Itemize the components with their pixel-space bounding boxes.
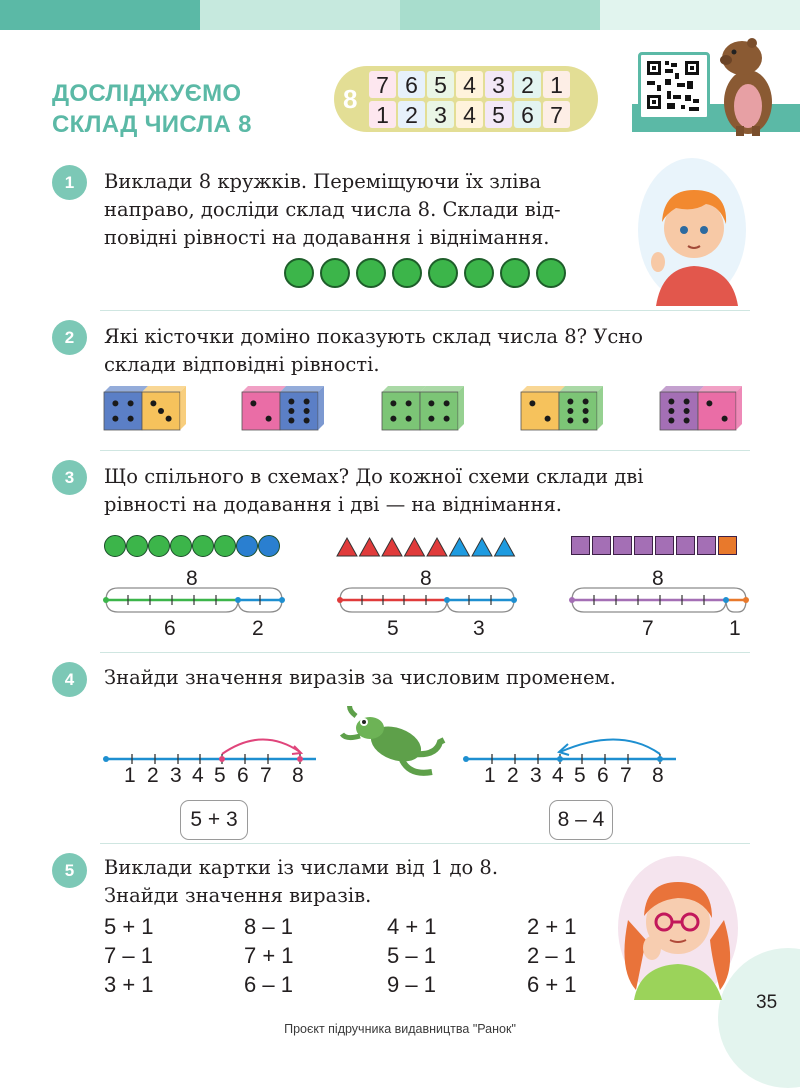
task-5-line: Виклади картки із числами від 1 до 8. — [104, 856, 499, 879]
expression: 5 + 1 — [104, 914, 154, 939]
scheme-square — [676, 536, 695, 555]
tick-label: 4 — [552, 764, 564, 787]
task-number-3: 3 — [52, 460, 87, 495]
scheme-square — [592, 536, 611, 555]
scheme-1-left: 6 — [164, 617, 176, 640]
top-strip-4 — [600, 0, 800, 30]
separator — [100, 310, 750, 311]
task-number-2: 2 — [52, 320, 87, 355]
scheme-triangle — [495, 538, 515, 556]
footer-text: Проєкт підручника видавництва "Ранок" — [284, 1022, 516, 1036]
pill-digit: 6 — [398, 71, 425, 98]
scheme-square — [634, 536, 653, 555]
scheme-2-left: 5 — [387, 617, 399, 640]
task-1-text — [104, 168, 561, 252]
pill-digit: 5 — [485, 101, 512, 128]
scheme-circles-row — [104, 535, 280, 557]
scheme-2-right: 3 — [473, 617, 485, 640]
green-circle — [536, 258, 566, 288]
scheme-triangle — [427, 538, 447, 556]
scheme-3-total: 8 — [652, 567, 664, 590]
task-5-text — [104, 854, 498, 910]
green-circle — [428, 258, 458, 288]
tick-label: 1 — [484, 764, 496, 787]
expression: 7 + 1 — [244, 943, 294, 968]
green-circles-row — [284, 258, 566, 288]
tick-label: 8 — [652, 764, 664, 787]
scheme-square — [697, 536, 716, 555]
scheme-1-right: 2 — [252, 617, 264, 640]
capybara-icon — [712, 36, 782, 136]
pill-top-row — [369, 71, 570, 98]
tick-label: 2 — [147, 764, 159, 787]
pill-digit: 1 — [369, 101, 396, 128]
task-1-line: Виклади 8 кружків. Переміщуючи їх зліва — [104, 170, 542, 193]
pill-digit: 4 — [456, 101, 483, 128]
expression-column-2 — [244, 912, 294, 999]
pill-digit: 2 — [514, 71, 541, 98]
expression-column-4 — [527, 912, 577, 999]
separator — [100, 450, 750, 451]
scheme-circle — [214, 535, 236, 557]
task-4-text: Знайди значення виразів за числовим променем. — [104, 666, 616, 689]
top-strip-3 — [400, 0, 600, 30]
scheme-circle — [258, 535, 280, 557]
scheme-triangle — [472, 538, 492, 556]
expression: 4 + 1 — [387, 914, 437, 939]
scheme-1-total: 8 — [186, 567, 198, 590]
green-circle — [356, 258, 386, 288]
page-title — [52, 78, 252, 140]
task-3-line: рівності на додавання і дві — на віднімання. — [104, 493, 562, 516]
frog-icon — [340, 706, 450, 780]
expression-box-left: 5 + 3 — [180, 800, 248, 840]
expression: 3 + 1 — [104, 972, 154, 997]
scheme-circle — [104, 535, 126, 557]
tick-label: 6 — [237, 764, 249, 787]
scheme-triangle — [382, 538, 402, 556]
task-2-line: склади відповідні рівності. — [104, 353, 380, 376]
pill-digit: 2 — [398, 101, 425, 128]
green-circle — [464, 258, 494, 288]
task-number-5: 5 — [52, 853, 87, 888]
scheme-square — [613, 536, 632, 555]
domino — [104, 386, 186, 430]
scheme-square — [718, 536, 737, 555]
tick-label: 6 — [597, 764, 609, 787]
expression-box-right: 8 – 4 — [549, 800, 613, 840]
domino — [382, 386, 464, 430]
scheme-triangle — [337, 538, 357, 556]
task-1-line: направо, досліди склад числа 8. Склади від- — [104, 198, 561, 221]
tick-label: 3 — [170, 764, 182, 787]
scheme-circle — [170, 535, 192, 557]
task-3-line: Що спільного в схемах? До кожної схеми склади дві — [104, 465, 644, 488]
scheme-triangle — [450, 538, 470, 556]
expression: 5 – 1 — [387, 943, 436, 968]
scheme-triangles-row — [336, 535, 520, 557]
domino — [242, 386, 324, 430]
pill-digit: 3 — [427, 101, 454, 128]
tick-label: 1 — [124, 764, 136, 787]
expression: 6 – 1 — [244, 972, 293, 997]
scheme-3-right: 1 — [729, 617, 741, 640]
pill-digit: 3 — [485, 71, 512, 98]
tick-label: 5 — [574, 764, 586, 787]
scheme-squares-row — [571, 536, 737, 555]
task-number-4: 4 — [52, 662, 87, 697]
tick-label: 4 — [192, 764, 204, 787]
task-2-text — [104, 323, 643, 379]
scheme-square — [571, 536, 590, 555]
expression: 7 – 1 — [104, 943, 153, 968]
pill-number: 8 — [343, 84, 358, 114]
separator — [100, 652, 750, 653]
scheme-triangle — [360, 538, 380, 556]
expression: 6 + 1 — [527, 972, 577, 997]
page-number: 35 — [756, 992, 778, 1013]
scheme-circle — [236, 535, 258, 557]
green-circle — [392, 258, 422, 288]
pill-digit: 5 — [427, 71, 454, 98]
pill-digit: 7 — [543, 101, 570, 128]
tick-label: 3 — [530, 764, 542, 787]
green-circle — [284, 258, 314, 288]
tick-label: 7 — [260, 764, 272, 787]
scheme-circle — [192, 535, 214, 557]
expression: 9 – 1 — [387, 972, 436, 997]
tick-label: 8 — [292, 764, 304, 787]
pill-digit: 4 — [456, 71, 483, 98]
pill-digit: 7 — [369, 71, 396, 98]
top-strip-1 — [0, 0, 200, 30]
tick-label: 7 — [620, 764, 632, 787]
green-circle — [500, 258, 530, 288]
green-circle — [320, 258, 350, 288]
tick-label: 2 — [507, 764, 519, 787]
expression-column-1 — [104, 912, 154, 999]
separator — [100, 843, 750, 844]
scheme-triangle — [405, 538, 425, 556]
task-1-line: повідні рівності на додавання і віднімання. — [104, 226, 550, 249]
scheme-circle — [126, 535, 148, 557]
task-3-text — [104, 463, 644, 519]
top-strip-2 — [200, 0, 400, 30]
title-line-1: ДОСЛІДЖУЄМО — [52, 80, 242, 107]
tick-label: 5 — [214, 764, 226, 787]
expression: 2 – 1 — [527, 943, 576, 968]
boy-illustration — [636, 156, 746, 306]
title-line-2: СКЛАД ЧИСЛА 8 — [52, 111, 252, 138]
scheme-circle — [148, 535, 170, 557]
pill-digit: 6 — [514, 101, 541, 128]
domino — [521, 386, 603, 430]
scheme-3-left: 7 — [642, 617, 654, 640]
pill-digit: 1 — [543, 71, 570, 98]
girl-illustration — [612, 850, 742, 1000]
domino-row — [100, 384, 760, 436]
expression: 8 – 1 — [244, 914, 293, 939]
domino — [660, 386, 742, 430]
scheme-2-total: 8 — [420, 567, 432, 590]
task-number-1: 1 — [52, 165, 87, 200]
task-2-line: Які кісточки доміно показують склад числа 8? Усно — [104, 325, 644, 348]
scheme-square — [655, 536, 674, 555]
task-5-line: Знайди значення виразів. — [104, 884, 372, 907]
expression-column-3 — [387, 912, 437, 999]
qr-code[interactable] — [638, 52, 710, 120]
expression: 2 + 1 — [527, 914, 577, 939]
pill-bottom-row — [369, 101, 570, 128]
